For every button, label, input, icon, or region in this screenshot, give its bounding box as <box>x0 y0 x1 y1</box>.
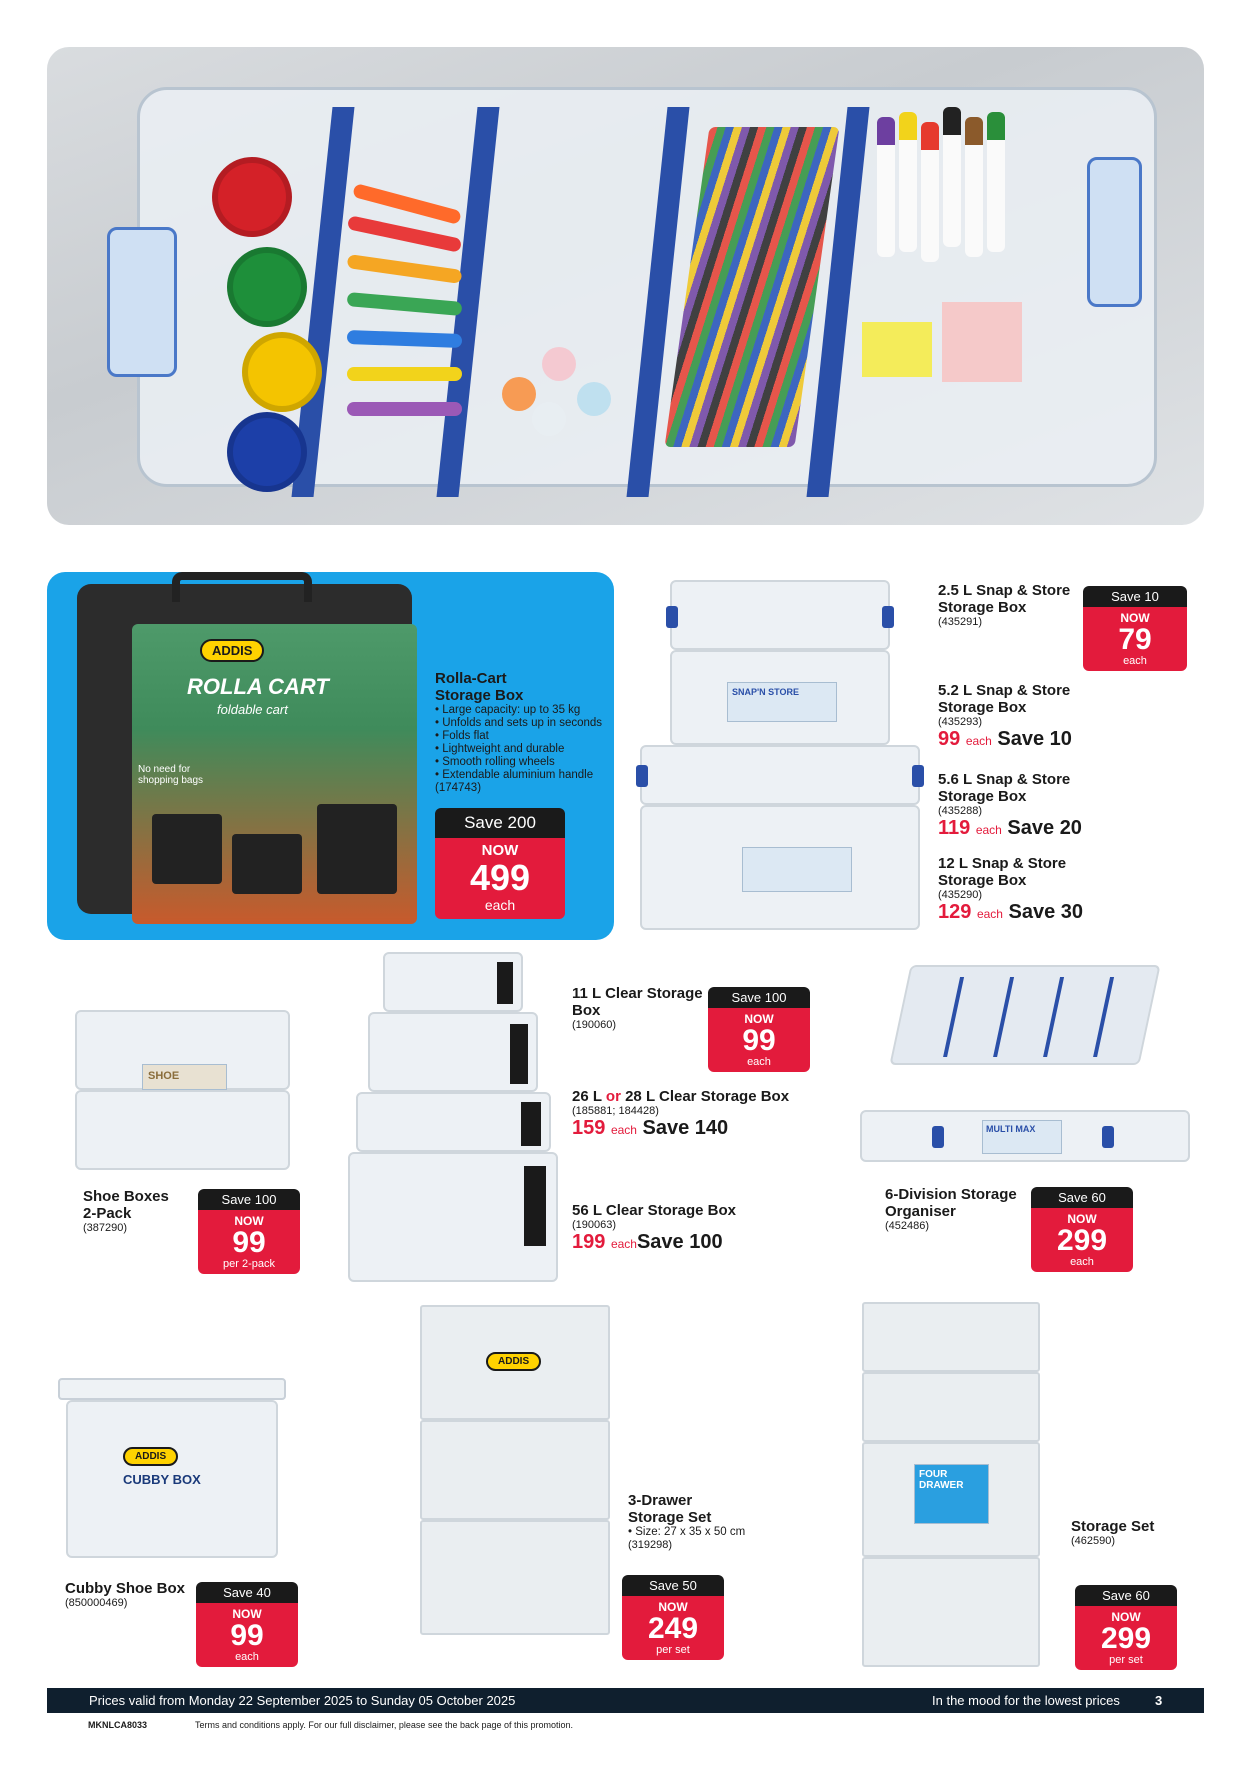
product-title <box>435 670 523 704</box>
now-label: NOW <box>234 1214 264 1228</box>
price-badge <box>708 987 810 1072</box>
product-code: (435290) <box>938 889 983 901</box>
marker <box>965 117 983 257</box>
price-unit: each <box>975 823 1002 837</box>
product-title: 56 L Clear Storage Box <box>572 1202 736 1219</box>
price-badge <box>198 1189 300 1274</box>
title-or: or <box>605 1088 621 1105</box>
organiser-image <box>860 965 1190 1165</box>
save-label: Save 40 <box>196 1582 298 1603</box>
product-title: Storage Box <box>938 788 1027 805</box>
pack-label: CUBBY BOX <box>123 1472 201 1487</box>
price-value: 249 <box>647 1612 699 1645</box>
shoe-boxes-image <box>75 1010 290 1170</box>
save-label: Save 50 <box>622 1575 724 1596</box>
footer-bar <box>47 1688 1204 1713</box>
price-value: 499 <box>469 857 531 898</box>
product-title: Box <box>572 1002 601 1019</box>
price-value: 119 <box>938 817 971 839</box>
save-label: Save 60 <box>1031 1187 1133 1208</box>
drawer <box>420 1305 610 1420</box>
price-unit: each <box>965 734 992 748</box>
product-code: (435288) <box>938 805 983 817</box>
rolla-cart-image <box>77 584 412 914</box>
save-label: Save 100 <box>636 1231 723 1253</box>
ref-code: MKNLCA8033 <box>88 1720 148 1730</box>
paint-pot-blue <box>227 412 307 492</box>
product-title: Storage Box <box>938 699 1027 716</box>
pack-label: MULTI MAX <box>982 1120 1062 1154</box>
price-badge <box>435 808 565 919</box>
product-code: (319298) <box>628 1539 673 1551</box>
save-label: Save 60 <box>1075 1585 1177 1606</box>
cart-illustration <box>317 804 397 894</box>
product-title <box>572 1088 789 1105</box>
cubby-image <box>58 1378 286 1558</box>
hero-photo <box>47 47 1204 525</box>
addis-logo: ADDIS <box>486 1352 541 1371</box>
now-label: NOW <box>232 1607 262 1621</box>
price-unit: each <box>484 897 516 913</box>
save-label: Save 10 <box>997 728 1072 750</box>
product-title: Storage Box <box>938 599 1027 616</box>
save-label: Save 30 <box>1008 901 1084 923</box>
product-title: Storage Set <box>1071 1518 1155 1535</box>
product-code: (190063) <box>572 1219 617 1231</box>
addis-logo: ADDIS <box>200 639 264 662</box>
save-label: Save 140 <box>642 1117 729 1139</box>
rolla-cart-promo <box>47 572 614 940</box>
product-title: 2.5 L Snap & Store <box>938 582 1071 599</box>
box-28l <box>356 1092 551 1152</box>
paint-pot-yellow <box>242 332 322 412</box>
price-unit: each <box>1123 655 1147 667</box>
storage-set-info <box>1071 1518 1154 1547</box>
price-badge <box>1075 1585 1177 1670</box>
snap-item-1 <box>938 582 1070 628</box>
save-label: Save 20 <box>1007 817 1082 839</box>
drawer <box>862 1302 1040 1372</box>
box-xlarge <box>640 805 920 930</box>
price-unit: per 2-pack <box>223 1258 275 1270</box>
title-part: 28 L Clear Storage Box <box>620 1088 790 1105</box>
cart-illustration <box>232 834 302 894</box>
price-unit: each <box>747 1056 771 1068</box>
organiser-info <box>885 1186 1017 1232</box>
feature-item: • Unfolds and sets up in seconds <box>435 717 603 729</box>
marker <box>899 112 917 252</box>
product-title: 5.2 L Snap & Store <box>938 682 1071 699</box>
sticky-note-yellow <box>862 322 932 377</box>
title-line: Rolla-Cart <box>435 670 507 687</box>
now-label: NOW <box>481 842 519 859</box>
price-value: 99 <box>232 1226 266 1259</box>
cart-handle <box>172 572 312 602</box>
pack-note: No need for shopping bags <box>138 764 204 786</box>
product-code: (435293) <box>938 716 983 728</box>
price-unit: each <box>1070 1256 1094 1268</box>
now-label: NOW <box>1120 611 1150 625</box>
price-value: 199 <box>572 1231 606 1253</box>
product-title: 5.6 L Snap & Store <box>938 771 1071 788</box>
price-value: 79 <box>1118 623 1152 656</box>
price-unit: each <box>976 907 1003 921</box>
shoe-box <box>75 1090 290 1170</box>
feature-item: • Extendable aluminium handle <box>435 769 594 781</box>
shoe-box <box>75 1010 290 1090</box>
product-title: 3-Drawer <box>628 1492 693 1509</box>
product-code: (190060) <box>572 1019 617 1031</box>
product-size: • Size: 27 x 35 x 50 cm <box>628 1526 746 1538</box>
snap-item-3 <box>938 771 1082 840</box>
drawer <box>420 1520 610 1635</box>
price-unit: per set <box>656 1644 690 1656</box>
snap-store-image <box>640 570 920 940</box>
product-title: 12 L Snap & Store <box>938 855 1067 872</box>
cart-packaging <box>132 624 417 924</box>
clear-item-2 <box>572 1088 789 1140</box>
terms-text: Terms and conditions apply. For our full disclaimer, please see the back page of this promotion. <box>195 1720 574 1730</box>
snap-item-2 <box>938 682 1072 751</box>
price-unit: per set <box>1109 1654 1143 1666</box>
product-title: Storage Box <box>938 872 1027 889</box>
pack-label: FOUR DRAWER <box>914 1464 989 1524</box>
pack-label: SNAP'N STORE <box>727 682 837 722</box>
marker <box>943 107 961 247</box>
price-value: 129 <box>938 901 972 923</box>
slogan-text: In the mood for the lowest prices <box>932 1693 1120 1708</box>
feature-list <box>435 704 610 795</box>
price-badge <box>196 1582 298 1667</box>
pack-title: ROLLA CART <box>187 674 329 699</box>
addis-logo: ADDIS <box>123 1447 178 1466</box>
pack-label: SHOE <box>142 1064 227 1090</box>
product-title: Shoe Boxes <box>83 1188 169 1205</box>
feature-item: • Folds flat <box>435 730 489 742</box>
product-code: (174743) <box>435 782 482 794</box>
cubby-info <box>65 1580 185 1609</box>
save-label: Save 10 <box>1083 586 1187 607</box>
cubby-lid <box>58 1378 286 1400</box>
feature-item: • Lightweight and durable <box>435 743 565 755</box>
clear-item-3 <box>572 1202 736 1254</box>
price-unit: each <box>610 1123 637 1137</box>
inline-price <box>938 901 1083 924</box>
price-badge <box>1083 586 1187 671</box>
price-value: 99 <box>230 1619 264 1652</box>
save-label: Save 200 <box>435 808 565 838</box>
tray-handle-right <box>1087 157 1142 307</box>
shoe-boxes-info <box>83 1188 169 1234</box>
organiser-closed <box>860 1110 1190 1162</box>
now-label: NOW <box>1111 1610 1141 1624</box>
product-code: (387290) <box>83 1222 128 1234</box>
price-unit: each <box>235 1651 259 1663</box>
drawer3-image <box>420 1305 610 1635</box>
product-title: Organiser <box>885 1203 956 1220</box>
product-title: 6-Division Storage <box>885 1186 1017 1203</box>
price-badge <box>622 1575 724 1660</box>
inline-price <box>938 817 1082 840</box>
title-line: Storage Box <box>435 687 524 704</box>
now-label: NOW <box>658 1600 688 1614</box>
paint-pot-green <box>227 247 307 327</box>
drawer <box>862 1372 1040 1442</box>
box-26l <box>368 1012 538 1092</box>
price-value: 299 <box>1056 1224 1108 1257</box>
organiser-open <box>889 965 1160 1065</box>
price-value: 299 <box>1100 1622 1152 1655</box>
clear-item-1 <box>572 985 703 1031</box>
marker <box>877 117 895 257</box>
inline-price <box>938 728 1072 751</box>
storage-set-image <box>862 1302 1040 1667</box>
product-title: 11 L Clear Storage <box>572 985 703 1002</box>
page-number: 3 <box>1155 1693 1163 1708</box>
drawer <box>862 1442 1040 1557</box>
price-unit: each <box>610 1237 637 1251</box>
box-small <box>670 580 890 650</box>
title-part: 26 L <box>572 1088 606 1105</box>
product-title: 2-Pack <box>83 1205 132 1222</box>
save-label: Save 100 <box>708 987 810 1008</box>
product-code: (435291) <box>938 616 983 628</box>
product-code: (850000469) <box>65 1597 128 1609</box>
tray-handle-left <box>107 227 177 377</box>
pack-subtitle: foldable cart <box>217 702 288 717</box>
product-code: (462590) <box>1071 1535 1116 1547</box>
product-code: (185881; 184428) <box>572 1105 659 1117</box>
paint-pot-red <box>212 157 292 237</box>
drawer3-info <box>628 1492 745 1551</box>
pack-label <box>742 847 852 892</box>
marker <box>921 122 939 262</box>
cubby-box <box>66 1400 278 1558</box>
product-title: Cubby Shoe Box <box>65 1580 186 1597</box>
price-badge <box>1031 1187 1133 1272</box>
product-code: (452486) <box>885 1220 930 1232</box>
box-large <box>640 745 920 805</box>
box-medium <box>670 650 890 745</box>
now-label: NOW <box>744 1012 774 1026</box>
now-label: NOW <box>1067 1212 1097 1226</box>
marker <box>987 112 1005 252</box>
inline-price <box>572 1117 789 1140</box>
craft-stick <box>347 367 462 381</box>
inline-price <box>572 1231 736 1254</box>
box-11l <box>383 952 523 1012</box>
price-value: 159 <box>572 1117 606 1139</box>
glitter-jars <box>502 347 642 447</box>
price-value: 99 <box>742 1024 776 1057</box>
feature-item: • Smooth rolling wheels <box>435 756 555 768</box>
product-title: Storage Set <box>628 1509 712 1526</box>
feature-item: • Large capacity: up to 35 kg <box>435 704 581 716</box>
drawer <box>862 1557 1040 1667</box>
box-56l <box>348 1152 558 1282</box>
clear-boxes-image <box>348 952 563 1282</box>
drawer <box>420 1420 610 1520</box>
price-value: 99 <box>938 728 961 750</box>
sticky-note-pink <box>942 302 1022 382</box>
save-label: Save 100 <box>198 1189 300 1210</box>
validity-text: Prices valid from Monday 22 September 2025 to Sunday 05 October 2025 <box>89 1693 516 1708</box>
cart-illustration <box>152 814 222 884</box>
snap-item-4 <box>938 855 1083 924</box>
craft-stick <box>347 402 462 416</box>
